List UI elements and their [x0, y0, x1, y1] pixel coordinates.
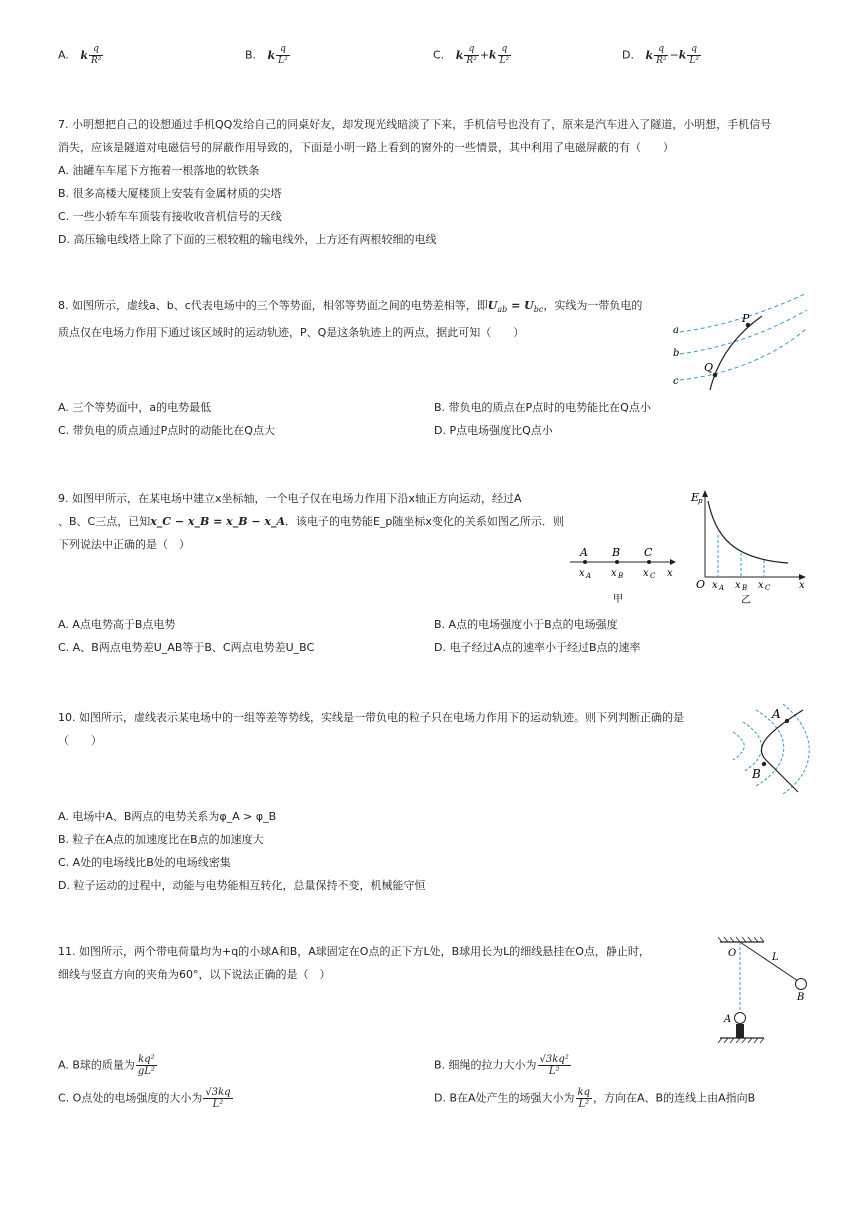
label-L: L — [772, 952, 779, 963]
label-B: B — [612, 546, 621, 559]
q9-option-c: C. A、B两点电势差U_AB等于B、C两点电势差U_BC — [58, 641, 315, 654]
point-q — [713, 373, 718, 378]
q10-stem-line1: 10. 如图所示，虚线表示某电场中的一组等差等势线，实线是一带负电的粒子只在电场力作用下的运动轨迹。则下列判断正确的是 — [58, 711, 684, 724]
q7-option-d: D. 高压输电线塔上除了下面的三根较粗的输电线外，上方还有两根较细的电线 — [58, 233, 437, 246]
svg-text:x: x — [579, 568, 585, 579]
svg-text:B: B — [618, 572, 624, 580]
q9-stem-line2: 、B、C三点，已知x_C − x_B = x_B − x_A．该电子的电势能E_p随坐标x变化的关系如图乙所示．则 — [58, 515, 564, 528]
label-b: b — [673, 348, 680, 359]
trajectory — [710, 316, 762, 390]
label-a: a — [673, 325, 679, 336]
q9-option-d: D. 电子经过A点的速率小于经过B点的速率 — [434, 641, 641, 654]
q8-stem-line1: 8. 如图所示，虚线a、b、c代表电场中的三个等势面，相邻等势面之间的电势差相等，即$U_{ab} = U_{bc}$，实线为一带负电的 — [58, 299, 643, 315]
caption-yi: 乙 — [741, 595, 751, 606]
q11-option-b: B. 细绳的拉力大小为 $\frac{\text{√3kq²}}{\text{L²}}$ — [434, 1054, 569, 1077]
svg-text:x: x — [735, 580, 741, 591]
q11-option-a: A. B球的质量为 $\frac{\text{kq²}}{\text{gL²}}$ — [58, 1054, 155, 1077]
svg-text:B: B — [742, 584, 748, 592]
svg-text:O: O — [696, 578, 706, 591]
q7-option-c: C. 一些小轿车车顶装有接收收音机信号的天线 — [58, 210, 282, 223]
q11-stem — [58, 940, 650, 986]
q10-option-b: B. 粒子在A点的加速度比在B点的加速度大 — [58, 833, 264, 846]
label-A: A — [772, 707, 781, 721]
q9-option-a: A. A点电势高于B点电势 — [58, 618, 176, 631]
label-B: B — [797, 992, 805, 1003]
svg-text:x: x — [712, 580, 718, 591]
label-p: P — [742, 312, 750, 325]
q6-option-b: B. k $\frac{q}{\text{L²}}$ — [245, 44, 288, 66]
svg-text:x: x — [758, 580, 764, 591]
label-O: O — [728, 948, 737, 959]
label-q: Q — [704, 361, 714, 374]
svg-text:x: x — [611, 568, 617, 579]
q9-figure-jia — [565, 540, 680, 605]
label-B: B — [752, 767, 761, 781]
q7-stem-line1: 7. 小明想把自己的设想通过手机QQ发给自己的同桌好友，却发现光线暗淡了下来，手机信号也没有了，原来是汽车进入了隧道，小明想，手机信号 — [58, 118, 772, 131]
q7-stem-line2: 消失，应该是隧道对电磁信号的屏蔽作用导致的，下面是小明一路上看到的窗外的一些情景，其中利用了电磁屏蔽的有（ ） — [58, 141, 674, 154]
q9-stem-line3: 下列说法中正确的是（ ） — [58, 538, 190, 551]
label-c: c — [673, 376, 679, 387]
svg-text:C: C — [765, 584, 771, 592]
label-C: C — [644, 546, 653, 559]
svg-text:A: A — [719, 584, 725, 592]
q10-stem-line2: （ ） — [58, 734, 102, 747]
svg-text:A: A — [586, 572, 592, 580]
q10-figure — [728, 702, 828, 797]
q11-option-c: C. O点处的电场强度的大小为 $\frac{√3kq}{\text{L²}}$ — [58, 1087, 231, 1110]
q8-stem — [58, 294, 642, 344]
q9-stem — [58, 487, 564, 556]
svg-text:E: E — [691, 491, 700, 504]
q8-option-a: A. 三个等势面中，a的电势最低 — [58, 401, 212, 414]
q8-option-d: D. P点电场强度比Q点小 — [434, 424, 553, 437]
q10-stem — [58, 706, 684, 752]
q11-option-d: D. B在A处产生的场强大小为 $\frac{kq}{\text{L²}}$ ，方向在A、B的连线上由A指向B — [434, 1087, 756, 1110]
q6-option-a: A. k $\frac{q}{\text{R²}}$ — [58, 44, 102, 66]
svg-text:x: x — [667, 568, 673, 579]
caption-jia: 甲 — [613, 594, 623, 605]
q11-stem-line1: 11. 如图所示，两个带电荷量均为+q的小球A和B，A球固定在O点的正下方L处，B球用长为L的细线悬挂在O点，静止时， — [58, 945, 650, 958]
svg-text:x: x — [799, 580, 805, 591]
q6-option-d: D. k $\frac{q}{\text{R²}}$ −k $\frac{q}{\text{L²}}$ — [622, 44, 699, 66]
q8-figure — [665, 290, 815, 395]
q7-option-b: B. 很多高楼大厦楼顶上安装有金属材质的尖塔 — [58, 187, 282, 200]
q7-block — [58, 113, 771, 251]
q10-option-a: A. 电场中A、B两点的电势关系为φ_A > φ_B — [58, 810, 277, 823]
q6-option-c: C. k $\frac{q}{\text{R²}}$ +k $\frac{q}{\text{L²}}$ — [433, 44, 510, 66]
svg-text:C: C — [650, 572, 656, 580]
q10-option-d: D. 粒子运动的过程中，动能与电势能相互转化，总量保持不变，机械能守恒 — [58, 879, 426, 892]
q7-option-a: A. 油罐车车尾下方拖着一根落地的软铁条 — [58, 164, 260, 177]
q9-option-b: B. A点的电场强度小于B点的电场强度 — [434, 618, 618, 631]
q10-option-c: C. A处的电场线比B处的电场线密集 — [58, 856, 231, 869]
q8-stem-line2: 质点仅在电场力作用下通过该区域时的运动轨迹，P、Q是这条轨迹上的两点，据此可知（ ） — [58, 326, 525, 340]
equipotential-c — [680, 328, 807, 380]
q8-option-b: B. 带负电的质点在P点时的电势能比在Q点小 — [434, 401, 651, 414]
q11-stem-line2: 细线与竖直方向的夹角为60°，以下说法正确的是（ ） — [58, 968, 331, 981]
svg-text:p: p — [698, 497, 703, 505]
q10-options — [58, 805, 425, 897]
q9-figure-yi — [688, 487, 813, 607]
svg-text:x: x — [643, 568, 649, 579]
label-A: A — [580, 546, 588, 559]
label-A: A — [724, 1014, 732, 1025]
q11-figure — [712, 936, 817, 1048]
q8-option-c: C. 带负电的质点通过P点时的动能比在Q点大 — [58, 424, 275, 437]
q9-stem-line1: 9. 如图甲所示，在某电场中建立x坐标轴，一个电子仅在电场力作用下沿x轴正方向运动，经过A — [58, 492, 522, 505]
